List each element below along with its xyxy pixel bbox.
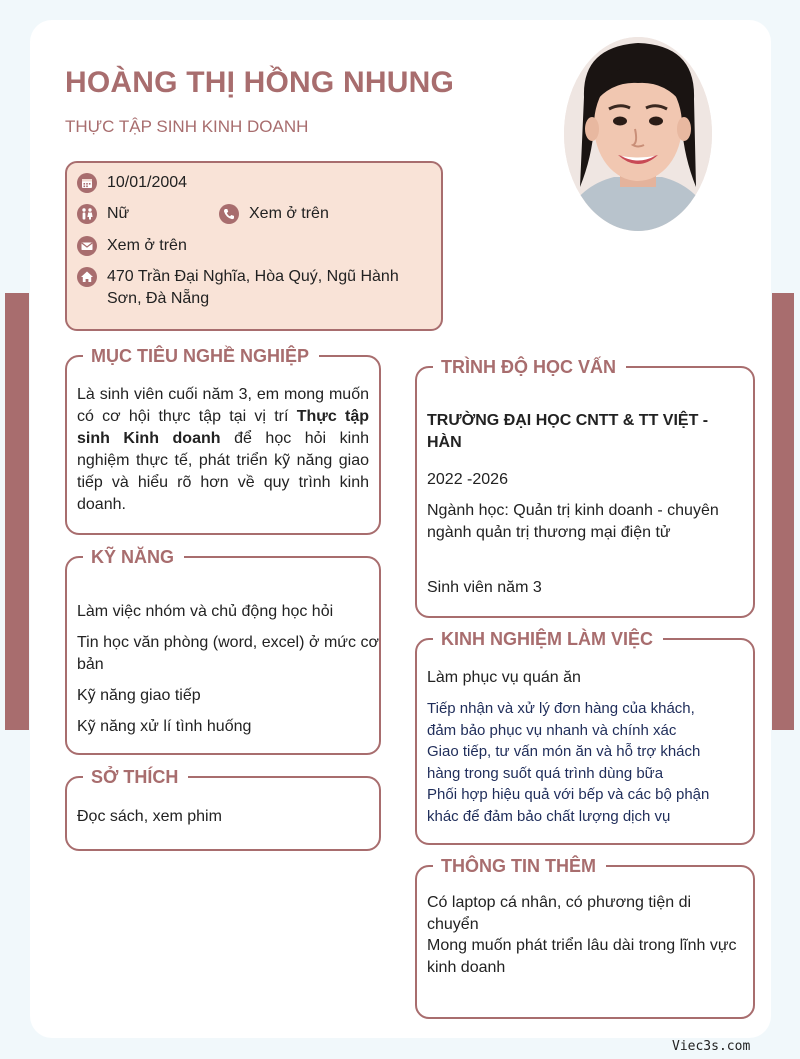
education-title: TRÌNH ĐỘ HỌC VẤN <box>433 356 626 378</box>
study-year: Sinh viên năm 3 <box>427 579 542 596</box>
skills-title: KỸ NĂNG <box>83 546 184 568</box>
gender-value: Nữ <box>107 205 130 222</box>
extra-info-title: THÔNG TIN THÊM <box>433 855 606 877</box>
email-value: Xem ở trên <box>107 237 187 254</box>
school-name: TRƯỜNG ĐẠI HỌC CNTT & TT VIỆT - HÀN <box>427 412 709 451</box>
study-period: 2022 -2026 <box>427 471 508 488</box>
extra-item: Mong muốn phát triển lâu dài trong lĩnh vực kinh doanh <box>427 937 737 976</box>
phone-value: Xem ở trên <box>249 205 329 222</box>
phone-icon <box>219 204 239 224</box>
skill-item: Kỹ năng giao tiếp <box>77 687 201 704</box>
experience-title: KINH NGHIỆM LÀM VIỆC <box>433 628 663 650</box>
email-icon <box>77 236 97 256</box>
job-title: THỰC TẬP SINH KINH DOANH <box>65 117 309 136</box>
objective-title: MỤC TIÊU NGHỀ NGHIỆP <box>83 345 319 367</box>
extra-item: Có laptop cá nhân, có phương tiện di chuyển <box>427 894 692 933</box>
skill-item: Làm việc nhóm và chủ động học hỏi <box>77 603 334 620</box>
job-detail: Phối hợp hiệu quả với bếp và các bộ phận khác để đảm bảo chất lượng dịch vụ <box>427 786 710 825</box>
gender-icon <box>77 204 97 224</box>
skill-item: Kỹ năng xử lí tình huống <box>77 718 252 735</box>
major: Ngành học: Quản trị kinh doanh - chuyên ngành quản trị thương mại điện tử <box>427 502 719 541</box>
site-watermark: Viec3s.com <box>672 1039 751 1054</box>
skill-item: Tin học văn phòng (word, excel) ở mức cơ bản <box>77 634 379 673</box>
left-accent-band <box>5 293 29 730</box>
objective-text: Là sinh viên cuối năm 3, em mong muốn có cơ hội thực tập tại vị trí Thực tập sinh Kinh doanh để học hỏi kinh nghiệm thực tế, phát triển kỹ năng giao tiếp và hiểu rõ hơn về quy trình kinh doanh. <box>77 386 370 513</box>
candidate-name: HOÀNG THỊ HỒNG NHUNG <box>65 66 454 99</box>
job-detail: Giao tiếp, tư vấn món ăn và hỗ trợ khách hàng trong suốt quá trình dùng bữa <box>427 743 701 782</box>
right-accent-band <box>772 293 794 730</box>
profile-photo <box>564 37 712 231</box>
hobbies-text: Đọc sách, xem phim <box>77 808 222 825</box>
job-detail: Tiếp nhận và xử lý đơn hàng của khách, đảm bảo phục vụ nhanh và chính xác <box>427 700 695 739</box>
job-position: Làm phục vụ quán ăn <box>427 669 581 686</box>
calendar-icon <box>77 173 97 193</box>
address-value: 470 Trần Đại Nghĩa, Hòa Quý, Ngũ Hành Sơn, Đà Nẵng <box>107 268 399 307</box>
home-icon <box>77 267 97 287</box>
birthday-value: 10/01/2004 <box>107 174 188 191</box>
hobbies-title: SỞ THÍCH <box>83 766 188 788</box>
